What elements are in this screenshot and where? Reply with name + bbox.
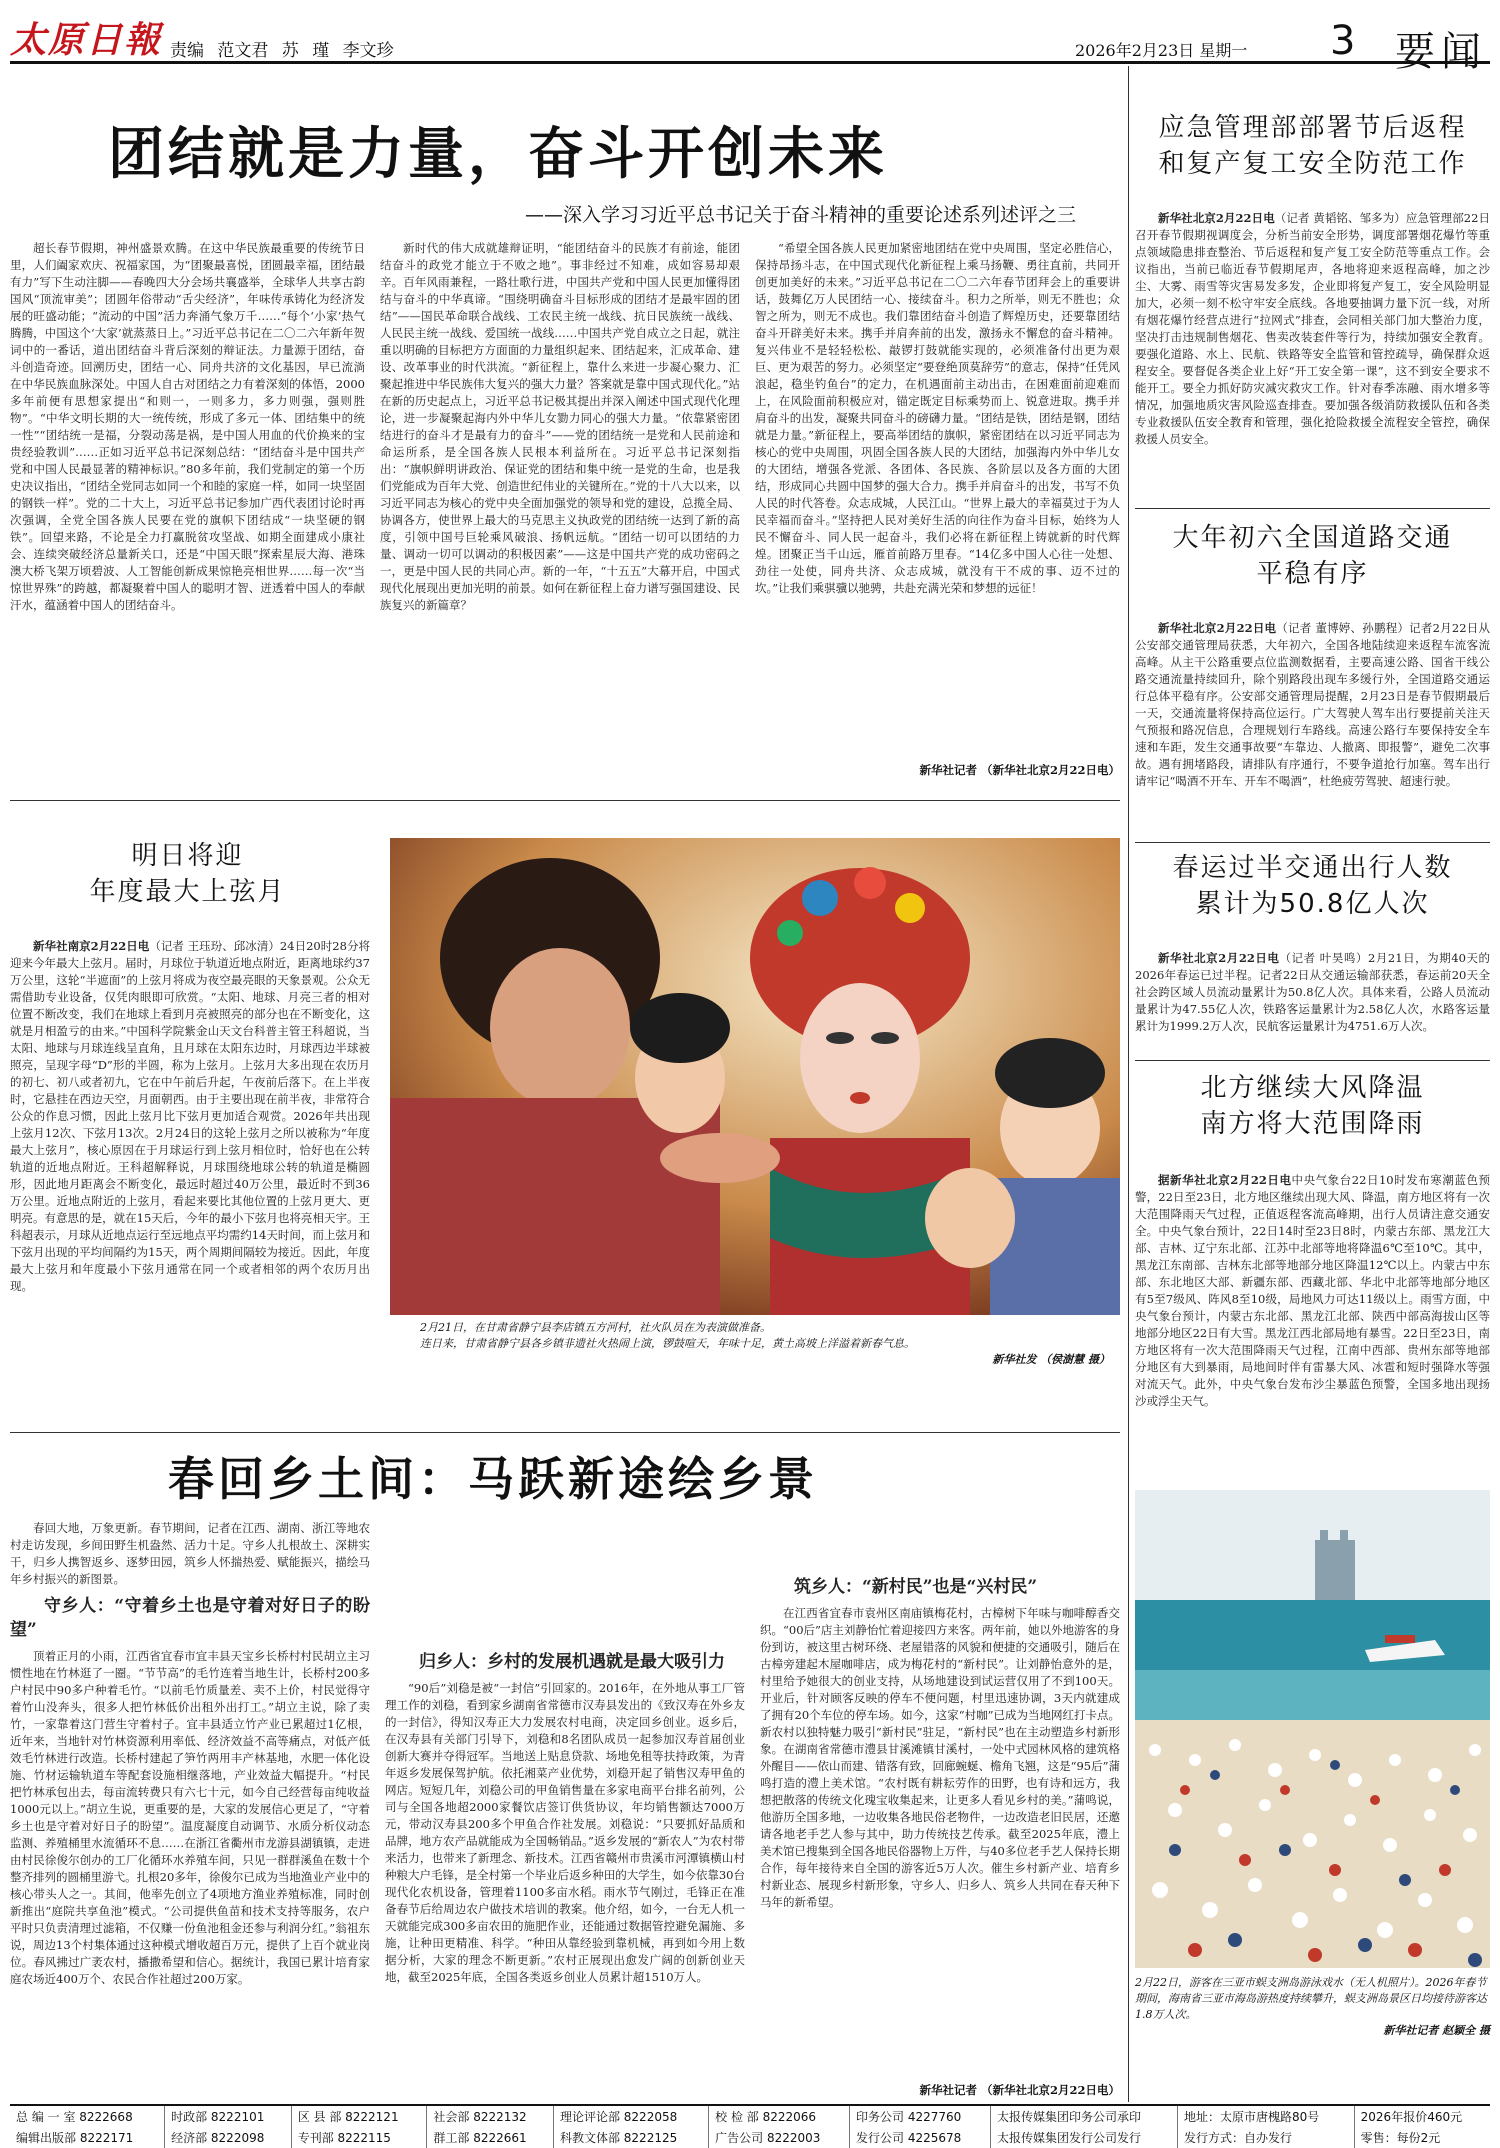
footer-cell: 2026年报价460元 [1360, 2110, 1463, 2124]
spring-column-1 [10, 1520, 370, 2100]
lead-signature: 新华社记者 （新华社北京2月22日电） [919, 763, 1120, 777]
footer-cell: 经济部 8222098 [165, 2127, 292, 2148]
emergency-title-line1: 应急管理部部署节后返程 [1158, 113, 1467, 143]
travel-title [1135, 850, 1490, 922]
footer-cell: 专刊部 8222115 [291, 2127, 427, 2148]
section-divider [10, 800, 1120, 801]
lead-column-1: 超长春节假期，神州盛景欢腾。在这中华民族最重要的传统节日里，人们阖家欢庆、祝福家国，为“团聚最喜悦，团圆最幸福，团结最有力”写下生动注脚——春晚四大分会场共襄盛举，全球华人共享古韵国风“顶流审美”；团圆年俗带动“舌尖经济”，年味传承铸化为经济发展的旺盛动能；“流动的中国”活力奔涌气象万千……“每个‘小家’热气腾腾，中国这个‘大家’就蒸蒸日上。”习近平总书记在二〇二六年新年贺词中的一番话，道出团结奋斗背后深刻的辩证法。力量源于团结，奋斗创造奇迹。回溯历史，团结一心、同舟共济的文化基因，早已流淌在中华民族血脉深处。中国人自古对团结之力有着深刻的体悟，2000多年前便有思想家提出“和则一，一则多力，多力则强，强则胜物”。“中华文明长期的大一统传统，形成了多元一体、团结集中的统一性”“团结统一是福，分裂动荡是祸，是中国人用血的代价换来的宝贵经验教训”……正如习近平总书记深刻总结：“团结奋斗是中国共产党和中国人民最显著的精神标识。”80多年前，我们党制定的第一个历史决议指出，“团结全党同志如同一个和睦的家庭一样，如同一块坚固的钢铁一样”。党的二十大上，习近平总书记参加广西代表团讨论时再次强调，全党全国各族人民要在党的旗帜下团结成“一块坚硬的钢铁”。回望来路，不论是全力打赢脱贫攻坚战、如期全面建成小康社会、连续突破经济总量新关口，还是“中国天眼”探索星辰大海、港珠澳大桥飞架万顷碧波、人工智能创新成果惊艳亮相世界……每一次“当惊世界殊”的跨越，都凝聚着中国人的聪明才智、迸透着中国人的奉献汗水，蕴涵着中国人的团结奋斗。 [10, 241, 365, 612]
page-header [10, 8, 1490, 75]
travel-body [1135, 950, 1490, 1054]
footer-cell: 发行公司 4225678 [850, 2127, 991, 2148]
footer-cell: 广告公司 8222003 [709, 2127, 850, 2148]
traffic-reporters: （记者 董博婷、孙鹏程） [1276, 621, 1410, 635]
weather-dateline: 据新华社北京2月22日电 [1158, 1173, 1292, 1187]
footer-cell: 太报传媒集团发行公司发行 [990, 2127, 1177, 2148]
travel-title-line2: 累计为50.8亿人次 [1195, 889, 1430, 919]
masthead-logo: 太原日報 [10, 19, 163, 61]
footer-cell: 编辑出版部 8222171 [10, 2127, 165, 2148]
page-footer [10, 2104, 1490, 2144]
footer-cell: 理论评论部 8222058 [553, 2106, 708, 2127]
traffic-title-line1: 大年初六全国道路交通 [1172, 523, 1453, 553]
lead-headline: 团结就是力量，奋斗开创未来 [108, 122, 888, 187]
weather-title [1135, 1070, 1490, 1142]
weather-body [1135, 1172, 1490, 1480]
weather-title-line2: 南方将大范围降雨 [1200, 1109, 1425, 1139]
opera-photo [390, 838, 1120, 1315]
traffic-text: 记者2月22日从公安部交通管理局获悉，大年初六，全国各地陆续迎来返程车流客流高峰。从主干公路重要点位监测数据看，主要高速公路、国省干线公路交通流量持续回升，除个别路段出现车多缓行外，全国道路交通运行总体平稳有序。公安部交通管理局提醒，2月23日是春节假期最后一天，交通流量将保持高位运行。广大驾驶人驾车出行要提前关注天气预报和路况信息，合理规划行车路线。高速公路行车要保持安全车速和车距，发生交通事故要“车靠边、人撤离、即报警”，避免二次事故。遇有拥堵路段，请排队有序通行，不要争道抢行加塞。驾车出行请牢记“喝酒不开车、开车不喝酒”，杜绝疲劳驾驶、超速行驶。 [1135, 621, 1490, 788]
section-name: 要闻 [1395, 29, 1487, 75]
spring-col3-text: 在江西省宜春市袁州区南庙镇梅花村，古樟树下年味与咖啡醇香交织。“00后”店主刘静怡忙着迎接四方来客。两年前，她以外地游客的身份到访，被这里古树环绕、老屋错落的风貌和便捷的交通吸引，随后在古樟旁建起木屋咖啡店，成为梅花村的“新村民”。让刘静怡意外的是，村里给予她很大的创业支持，从场地建设到试运营仅用了不到100天。开业后，针对顾客反映的停车不便问题，村里迅速协调，3天内就建成了拥有20个车位的停车场。如今，这家“村咖”已成为当地网红打卡点。新农村以独特魅力吸引“新村民”驻足，“新村民”也在主动塑造乡村新形象。在湖南省常德市澧县甘溪滩镇甘溪村，一处中式园林风格的建筑格外醒目——依山而建、错落有致，回廊蜿蜒、檐角飞翘，这是“95后”蒲鸣打造的澧上美术馆。“农村既有耕耘劳作的田野，也有诗和远方，我想把散落的传统文化瑰宝收集起来，让更多人看见乡村的美。”蒲鸣说，他游历全国多地，一边收集各地民俗老物件，一边改造老旧民居，还邀请各地老手艺人参与其中，助力传统技艺传承。截至2025年底，澧上美术馆已搜集到全国各地民俗器物上万件，与40多位老手艺人保持长期合作，每年接待来自全国的游客近5万人次。催生乡村新产业、培育乡村新业态、展现乡村新形象，守乡人、归乡人、筑乡人共同在春天种下马年的新希望。 [760, 1606, 1120, 1909]
footer-cell: 总 编 一 室 8222668 [10, 2106, 165, 2127]
travel-dateline: 新华社北京2月22日电 [1158, 951, 1280, 965]
weather-title-line1: 北方继续大风降温 [1200, 1073, 1425, 1103]
spring-column-3 [760, 1520, 1120, 2080]
beach-caption-text: 2月22日，游客在三亚市蜈支洲岛游泳戏水（无人机照片）。2026年春节期间，海南省三亚市海岛游热度持续攀升，蜈支洲岛景区日均接待游客达1.8万人次。 [1135, 1976, 1487, 2021]
footer-cell: 社会部 8222132 [427, 2106, 554, 2127]
emergency-text: 应急管理部22日召开春节假期视调度会，分析当前安全形势，调度部署烟花爆竹等重点领域隐患排查整治、节后返程和复产复工安全防范等重点工作。会议指出，当前已临近春节假期尾声，各地将迎来返程高峰，加之沙尘、大雾、雨雪等灾害易发多发，企业即将复产复工，安全风险明显加大，必须一刻不松守牢安全底线。各地要抽调力量下沉一线，对所有烟花爆竹经营点进行“拉网式”排查，会同相关部门加大整治力度，坚决打击违规制售烟花、售卖改装套件等行为，持续加强安全教育。要强化道路、水上、民航、铁路等安全监管和管控疏导，确保群众返程安全。要督促各类企业上好“开工安全第一课”，这不到安全要求不能开工。要全力抓好防灾减灾救灾工作。针对春季冻融、雨水增多等情况，加强地质灾害风险巡查排查。要加强各级消防救援队伍和各类专业救援队伍安全教育和管理，强化抢险救援全流程安全管控，确保救援人员安全。 [1135, 211, 1490, 446]
traffic-title-line2: 平稳有序 [1256, 559, 1369, 589]
emergency-dateline: 新华社北京2月22日电 [1158, 211, 1275, 225]
footer-contacts-table [10, 2106, 1490, 2148]
footer-cell: 太报传媒集团印务公司承印 [990, 2106, 1177, 2127]
opera-caption-line1: 2月21日，在甘肃省静宁县李店镇五方河村，社火队员在为表演做准备。 [420, 1321, 771, 1334]
issue-date: 2026年2月23日 星期一 [1075, 41, 1248, 60]
spring-intro: 春回大地，万象更新。春节期间，记者在江西、湖南、浙江等地农村走访发现，乡间田野生机盎然、活力十足。守乡人扎根故土、深耕实干，归乡人携智返乡、逐梦田园，筑乡人怀揣热爱、赋能振兴，描绘马年乡村振兴的新图景。 [10, 1521, 370, 1586]
traffic-body [1135, 620, 1490, 838]
footer-cell: 校 检 部 8222066 [709, 2106, 850, 2127]
emergency-body [1135, 210, 1490, 498]
opera-photo-image [390, 838, 1120, 1315]
moon-reporters: （记者 王珏玢、邱冰清） [149, 939, 280, 953]
emergency-title [1135, 110, 1490, 182]
footer-cell: 印务公司 4227760 [850, 2106, 991, 2127]
lead-column-2: 新时代的伟大成就雄辩证明，“能团结奋斗的民族才有前途，能团结奋斗的政党才能立于不败之地”。事非经过不知难，成如容易却艰辛。百年风雨兼程，一路壮歌行进，中国共产党和中国人民更加懂得团结与奋斗的中华真谛。“围绕明确奋斗目标形成的团结才是最牢固的团结”——国民革命联合战线、工农民主统一战线、抗日民族统一战线、人民民主统一战线、爱国统一战线……中国共产党自成立之日起，就注重以明确的目标把方方面面的力量组织起来、团结起来，汇成革命、建设、改革事业的时代洪流。“新征程上，靠什么来进一步凝心聚力、汇聚起推进中华民族伟大复兴的强大力量？答案就是靠中国式现代化。”站在新的历史起点上，习近平总书记极其提出并深入阐述中国式现代化理论，进一步凝聚起海内外中华儿女勠力同心的强大力量。“依靠紧密团结进行的奋斗才是最有力的奋斗”——党的团结统一是党和人民前途和命运所系，是全国各族人民根本利益所在。习近平总书记深刻指出：“旗帜鲜明讲政治、保证党的团结和集中统一是党的生命，也是我们党能成为百年大党、创造世纪伟业的关键所在。”党的十八大以来，以习近平同志为核心的党中央全面加强党的领导和党的建设，总揽全局、协调各方，使世界上最大的马克思主义执政党的团结统一达到了新的高度，引领中国号巨轮乘风破浪、扬帆远航。“团结一切可以团结的力量、调动一切可以调动的积极因素”——这是中国共产党的成功密码之一，更是中国人民的共同心声。新的一年，“十五五”大幕开启，中国式现代化展现出更加光明的前景。如何在新征程上奋力谱写强国建设、民族复兴的新篇章？ [380, 241, 740, 612]
page-number: 3 [1330, 18, 1356, 64]
spring-subhead-1: 守乡人：“守着乡土也是守着对好日子的盼望” [10, 1596, 370, 1640]
footer-cell: 地址：太原市唐槐路80号 [1178, 2106, 1355, 2127]
spring-col1-text: 顶着正月的小雨，江西省宜春市宜丰县天宝乡长桥村村民胡立主习惯性地在竹林逛了一圈。“节节高”的毛竹连着当地生计，长桥村200多户村民中90多户种着毛竹。“以前毛竹质量差、卖不上价，村民觉得守着竹山没奔头，很多人把竹林低价出租外出打工。”胡立主说，除了卖竹，一家靠着这门营生守着村子。宜丰县适立竹产业已累超过1亿根，近年来，当地针对竹林资源利用率低、经济效益不高等痛点，对低产低效毛竹林进行改造。长桥村建起了笋竹两用丰产林基地，水肥一体化设施、竹材运输轨道车等配套设施相继落地，产业效益大幅提升。“村民把竹林承包出去，每亩流转费只有六七十元，如今自己经营每亩纯收益1000元以上。”胡立生说，更重要的是，大家的发展信心更足了，“守着乡土也是守着对好日子的盼望”。温度凝度自动调节、水质分析仪动态监测、养殖桶里水流循环不息……在浙江省衢州市龙游县湖镇镇，走进由村民徐俊尔创办的工厂化循环水养殖车间，只见一群群溪鱼在数十个整齐排列的圆桶里游弋。扎根20多年，徐俊尔已成为当地渔业产业中的核心带头人之一。其间，他率先创立了4项地方渔业养殖标准，同时创新推出“庭院共享鱼池”模式。“公司提供鱼苗和技术支持等服务，农户平时只负责清理过滤箱，不仅赚一份鱼池租金还参与利润分红。”翁祖东说，周边13个村集体通过这种模式增收超百万元，提供了上百个就业岗位。春风拂过广袤农村，播撒希望和信心。据统计，我国已累计培育家庭农场近400万个、农民合作社超过200万家。 [10, 1649, 370, 1986]
opera-caption [420, 1320, 1110, 1368]
weather-text: 中央气象台22日10时发布寒潮蓝色预警，22日至23日，北方地区继续出现大风、降温，南方地区将有一次大范围降雨天气过程，正值返程客流高峰期，出行人员请注意交通安全。中央气象台预计，22日14时至23日8时，内蒙古东部、黑龙江大部、吉林、辽宁东北部、江苏中北部等地将降温6℃至10℃。其中，黑龙江东南部、吉林东北部等地部分地区降温12℃以上。内蒙古中东部、东北地区大部、新疆东部、西藏北部、华北中北部等地部分地区有5至7级风、阵风8至10级，局地风力可达11级以上。雨雪方面，中央气象台预计，内蒙古东北部、黑龙江北部、陕西中部高海拔山区等地部分地区22日有大雪。黑龙江西北部局地有暴雪。22日至23日，南方地区将有一次大范围降雨天气过程，江南中西部、贵州东部等地部分地区有大到暴雨，局地间时伴有雷暴大风、冰雹和短时强降水等强对流天气。此外，中央气象台发布沙尘暴蓝色预警，全国多地出现扬沙或浮尘天气。 [1135, 1173, 1490, 1408]
beach-photo [1135, 1490, 1490, 1968]
section-divider [1135, 508, 1490, 509]
travel-reporters: （记者 叶昊鸣） [1279, 951, 1368, 965]
footer-row-1 [10, 2106, 1490, 2127]
travel-title-line1: 春运过半交通出行人数 [1172, 853, 1453, 883]
lead-column-3: “希望全国各族人民更加紧密地团结在党中央周围，坚定必胜信心，保持昂扬斗志，在中国式现代化新征程上乘马扬鞭、勇往直前，共同开创更加美好的未来。”习近平总书记在二〇二六年春节团拜会上的重要讲话，鼓舞亿万人民团结一心、接续奋斗。积力之所举，则无不胜也；众智之所为，则无不成也。我们靠团结奋斗创造了辉煌历史，还要靠团结奋斗开辟美好未来。携手并肩奔前的出发，激扬永不懈怠的奋斗精神。复兴伟业不是轻轻松松、敲锣打鼓就能实现的，必须准备付出更为艰巨、更为艰苦的努力。必须坚定“要登绝顶莫辞劳”的意志，保持“任凭风浪起，稳坐钓鱼台”的定力，在机遇面前主动出击，在困难面前迎难而上，在风险面前积极应对，锚定既定目标乘势而上、锐意进取。携手并肩奋斗的出发，凝聚共同奋斗的磅礴力量。“团结是铁，团结是钢，团结就是力量。”新征程上，要高举团结的旗帜，紧密团结在以习近平同志为核心的党中央周围，巩固全国各族人民的大团结，加强海内外中华儿女的大团结，增强各党派、各团体、各民族、各阶层以及各方面的大团结，形成同心共圆中国梦的强大合力。携手并肩奋斗的出发，书写不负人民的时代答卷。众志成城，人民江山。“世界上最大的幸福莫过于为人民幸福而奋斗。”坚持把人民对美好生活的向往作为奋斗目标，始终为人民不懈奋斗、同人民一起奋斗，我们必将在新征程上铸就新的时代辉煌。团聚正当千山远，雁首前路万里春。“14亿多中国人心往一处想、劲往一处使，同舟共济、众志成城，就没有干不成的事、迈不过的坎。”让我们乘骐骥以驰骋，共赴充满光荣和梦想的远征！ [755, 241, 1120, 595]
section-divider [10, 1432, 1120, 1433]
moon-title-line1: 明日将迎 [131, 841, 244, 871]
spring-subhead-2: 归乡人：乡村的发展机遇就是最大吸引力 [419, 1652, 725, 1672]
spring-signature: 新华社记者 （新华社北京2月22日电） [919, 2083, 1120, 2097]
section-divider [1135, 1060, 1490, 1061]
moon-dateline: 新华社南京2月22日电 [33, 939, 150, 953]
editors-line: 责编 范文君 苏 瑾 李文珍 [170, 41, 394, 61]
moon-text: 24日20时28分将迎来今年最大上弦月。届时，月球位于轨道近地点附近，距离地球约37万公里，这轮“半遮面”的上弦月将成为夜空最亮眼的天象景观。公众无需借助专业设备，仅凭肉眼即可欣赏。“太阳、地球、月亮三者的相对位置不断改变，我们在地球上看到月亮被照亮的部分也在不断变化，这就是月相盈亏的由来。”中国科学院紫金山天文台科普主管王科超说，当太阳、地球与月球连线呈直角，且月球在太阳东边时，月球西边半球被照亮，呈现字母“D”形的半圆，称为上弦月。上弦月大多出现在农历月的初七、初八或者初九，它在中午前后升起，午夜前后落下。在上半夜时，它悬挂在西边天空，月面朝西。由于主要出现在前半夜，非常符合公众的作息习惯，因此上弦月比下弦月更加适合观赏。2026年共出现上弦月12次、下弦月13次。2月24日的这轮上弦月之所以被称为“年度最大上弦月”，核心原因在于月球运行到上弦月相位时，恰好也在公转轨道的近地点附近。王科超解释说，月球围绕地球公转的轨道是椭圆形，因此地月距离会不断变化，最远时超过40万公里，最近时不到36万公里。近地点附近的上弦月，看起来要比其他位置的上弦月更大、更明亮。有意思的是，就在15天后，今年的最小下弦月也将亮相天宇。王科超表示，月球从近地点运行至远地点平均需约14天时间，而上弦月和下弦月出现的平均间隔约为15天，两个周期间隔较为接近。因此，年度最大上弦月和年度最小下弦月通常在同一个或者相邻的两个农历月出现。 [10, 939, 370, 1293]
beach-photo-credit: 新华社记者 赵颖全 摄 [1383, 2024, 1490, 2037]
travel-text: 2月21日，为期40天的2026年春运已过半程。记者22日从交通运输部获悉，春运前20天全社会跨区域人员流动量累计为50.8亿人次。具体来看，公路人员流动量累计为47.55亿人次，铁路客运量累计为2.58亿人次，水路客运量累计为1999.2万人次，民航客运量累计为4751.6万人次。 [1135, 951, 1490, 1033]
beach-photo-image [1135, 1490, 1490, 1968]
footer-cell: 时政部 8222101 [165, 2106, 292, 2127]
emergency-title-line2: 和复产复工安全防范工作 [1158, 149, 1467, 179]
moon-title [10, 838, 365, 910]
spring-col2-text: “90后”刘稳是被“一封信”引回家的。2016年，在外地从事工厂管理工作的刘稳，看到家乡湖南省常德市汉寿县发出的《致汉寿在外乡友的一封信》，得知汉寿正大力发展农村电商，决定回乡创业。返乡后，在汉寿县有关部门引导下，刘稳和8名团队成员一起参加汉寿首届创业创新大赛并夺得冠军。当地送上贴息贷款、场地免租等扶持政策，为青年返乡发展保驾护航。依托湘菜产业优势，刘稳开起了销售汉寿甲鱼的网店。短短几年，刘稳公司的甲鱼销售量在多家电商平台排名前列，公司与全国各地超2000家餐饮店签订供货协议，年均销售额达7000万元，带动汉寿县200多个甲鱼合作社发展。刘稳说：“只要抓好品质和品牌，地方农产品就能成为全国畅销品。”返乡发展的“新农人”为农村带来活力，也带来了新理念、新技术。江西省赣州市贵溪市河潭镇横山村种粮大户毛锋，是全村第一个毕业后返乡种田的大学生，如今依靠30台现代化农机设备，管理着1100多亩水稻。雨水节气刚过，毛锋正在准备春节后给周边农户做技术培训的教案。他介绍，如今，一台无人机一天就能完成300多亩农田的施肥作业，还能通过数据管控避免漏施、多施，让种田更精准、科学。“种田从靠经验到靠机械，再到如今用上数据分析，大家的理念不断更新。”农村正展现出愈发广阔的创新创业天地，截至2025年底，全国各类返乡创业人员累计超1510万人。 [385, 1681, 745, 1984]
opera-photo-credit: 新华社发 （侯澍慧 摄） [992, 1353, 1110, 1366]
footer-row-2 [10, 2127, 1490, 2148]
traffic-title [1135, 520, 1490, 592]
footer-cell: 零售：每份2元 [1360, 2131, 1441, 2145]
spring-subhead-3: 筑乡人：“新村民”也是“兴村民” [794, 1577, 1038, 1597]
section-divider [1135, 842, 1490, 843]
footer-cell: 群工部 8222661 [427, 2127, 554, 2148]
footer-cell: 科教文体部 8222125 [553, 2127, 708, 2148]
spring-column-2 [385, 1520, 745, 2100]
spring-headline: 春回乡土间：马跃新途绘乡景 [168, 1452, 818, 1506]
opera-caption-line2: 连日来，甘肃省静宁县各乡镇非遗社火热闹上演，锣鼓喧天，年味十足，黄土高坡上洋溢着新春气息。 [420, 1337, 915, 1350]
emergency-reporters: （记者 黄韬铭、邹多为） [1274, 211, 1406, 225]
footer-cell: 区 县 部 8222121 [291, 2106, 427, 2127]
traffic-dateline: 新华社北京2月22日电 [1158, 621, 1277, 635]
column-divider [1128, 66, 1129, 2102]
lead-subtitle: ——深入学习习近平总书记关于奋斗精神的重要论述系列述评之三 [525, 204, 1077, 226]
footer-cell: 发行方式：自办发行 [1178, 2127, 1355, 2148]
beach-caption [1135, 1975, 1490, 2039]
moon-body [10, 938, 370, 1422]
moon-title-line2: 年度最大上弦月 [89, 877, 286, 907]
